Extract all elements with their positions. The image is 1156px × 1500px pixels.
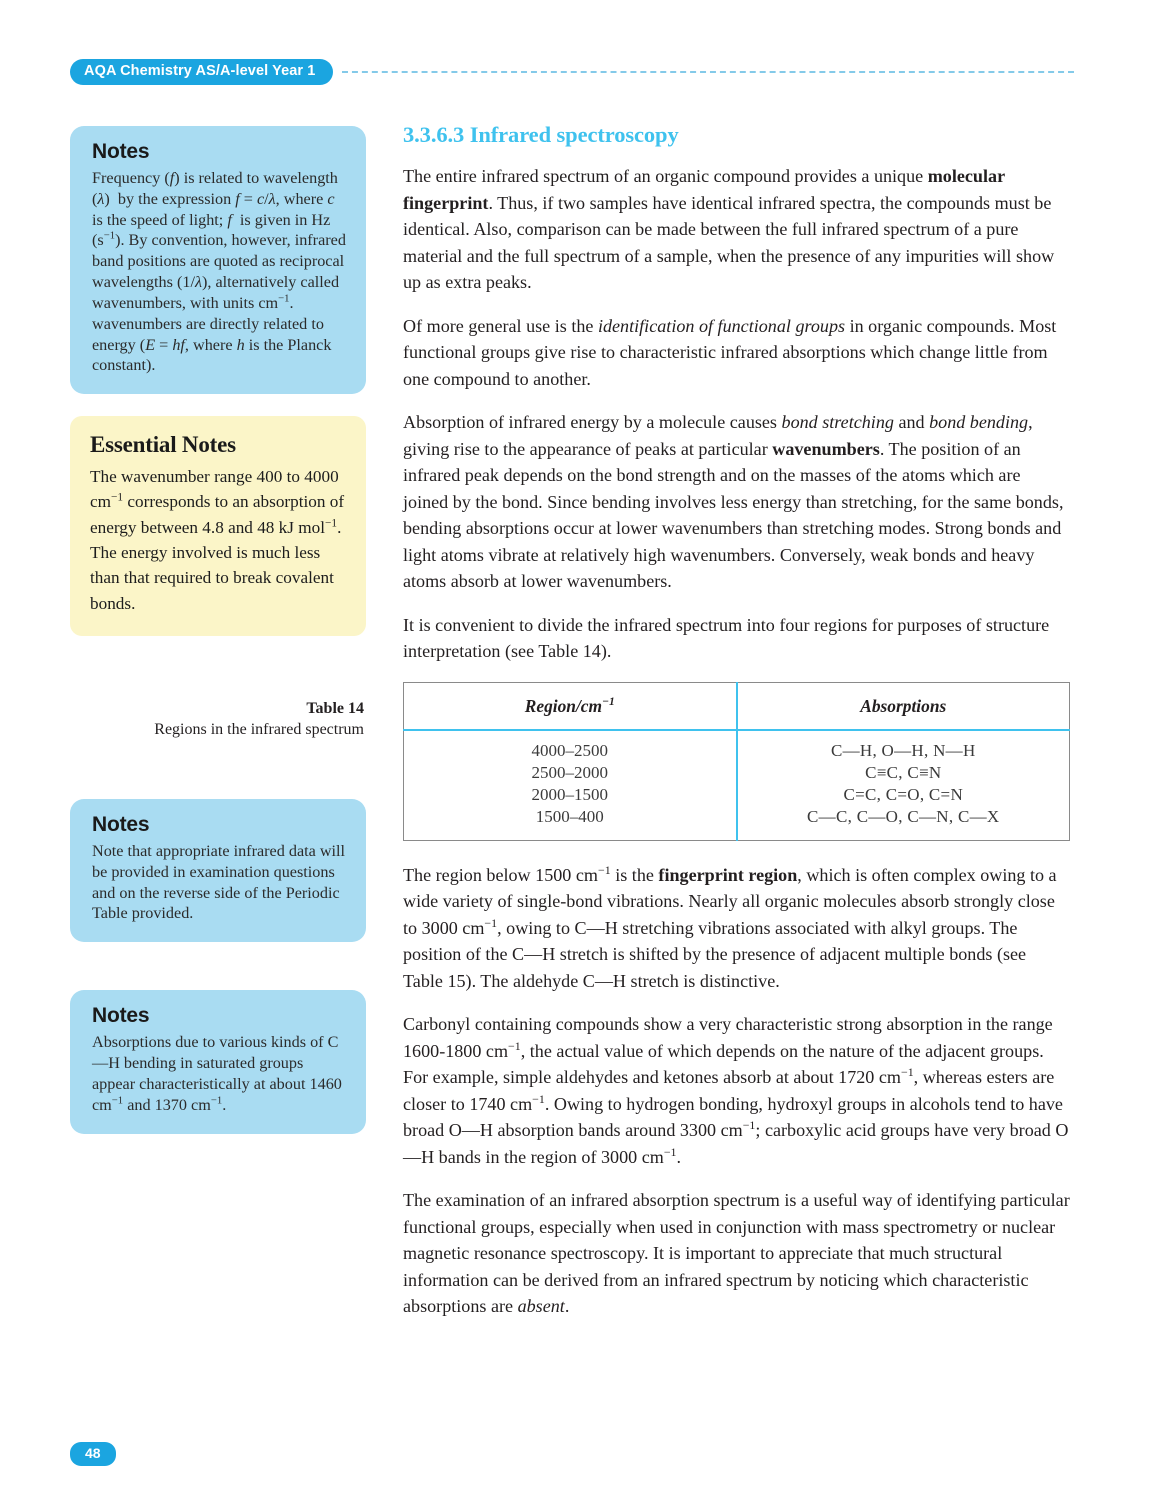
table-14-regions xyxy=(403,682,1070,841)
spacer xyxy=(70,741,366,799)
notes-box-body: Absorptions due to various kinds of C—H bending in saturated groups appear characteristically at about 1460 $cm^{-1}$ and 1370 $cm^{-1}$. xyxy=(92,1033,342,1114)
essential-notes-body: The wavenumber range 400 to 4000 $cm^{-1}$ corresponds to an absorption of energy between 4.8 and 48 kJ mol$^{-1}$. The energy involved is much less than that required to break covalent bonds. xyxy=(90,467,345,613)
spacer xyxy=(70,636,366,698)
essential-notes-box xyxy=(70,416,366,636)
spacer xyxy=(70,942,366,990)
main-column xyxy=(403,122,1070,1320)
page-header xyxy=(70,58,1074,86)
page-number-badge: 48 xyxy=(70,1442,116,1466)
paragraph-functional-groups: Of more general use is the identification of functional groups in organic compounds. Most functional groups give rise to characteristic infrared absorptions which change little from one compound to another. xyxy=(403,315,1057,389)
paragraph-examination: The examination of an infrared absorption spectrum is a useful way of identifying particular functional groups, especially when used in conjunction with mass spectrometry or nuclear magnetic resonance spectroscopy. It is important to appreciate that much structural information can be derived from an infrared spectrum by noticing which characteristic absorptions are absent. xyxy=(403,1190,1070,1316)
cell-absorptions: C—H, O—H, N—H xyxy=(737,730,1070,762)
table-caption-subtitle: Regions in the infrared spectrum xyxy=(154,721,364,739)
table-header-region: Region/$cm^{-1}$ xyxy=(404,682,737,730)
table-header-row xyxy=(404,682,1070,730)
cell-region: 1500–400 xyxy=(535,806,604,826)
header-dashed-rule xyxy=(342,71,1074,73)
table-row xyxy=(404,784,1070,806)
page-title: 3.3.6.3 Infrared spectroscopy xyxy=(403,122,679,147)
essential-notes-title: Essential Notes xyxy=(90,432,236,458)
cell-region: 2500–2000 xyxy=(531,762,608,782)
spacer xyxy=(70,394,366,416)
cell-region: 2000–1500 xyxy=(531,784,608,804)
cell-region: 4000–2500 xyxy=(531,740,608,760)
cell-absorptions: C≡C, C≡N xyxy=(737,762,1070,784)
cell-absorptions: C—C, C—O, C—N, C—X xyxy=(737,806,1070,841)
table-header-absorptions: Absorptions xyxy=(737,682,1070,730)
paragraph-fingerprint-region: The region below 1500 $cm^{-1}$ is the fingerprint region, which is often complex owing to a wide variety of single-bond vibrations. Nearly all organic molecules absorb strongly close to 3000 $cm^{-1}$, owing to C—H stretching vibrations associated with alkyl groups. The position of the C—H stretch is shifted by the presence of adjacent multiple bonds (see Table 15). The aldehyde C—H stretch is distinctive. xyxy=(403,862,1057,991)
table-row xyxy=(404,762,1070,784)
paragraph-molecular-fingerprint: The entire infrared spectrum of an organic compound provides a unique molecular fingerprint. Thus, if two samples have identical infrared spectra, the compounds must be identical. Also, comparison can be made between the full infrared spectrum of a pure material and the full spectrum of a sample, when the presence of any impurities will show up as extra peaks. xyxy=(403,166,1055,292)
notes-box-title: Notes xyxy=(92,1004,150,1028)
table-caption-title: Table 14 xyxy=(306,699,364,717)
cell-absorptions: C=C, C=O, C=N xyxy=(737,784,1070,806)
notes-box-title: Notes xyxy=(92,140,150,163)
paragraph-bond-stretching: Absorption of infrared energy by a molecule causes bond stretching and bond bending, giving rise to the appearance of peaks at particular wavenumbers. The position of an infrared peak depends on the bond strength and on the masses of the atoms which are joined by the bond. Since bending involves less energy than stretching, for the same bonds, bending absorptions occur at lower wavenumbers than stretching modes. Strong bonds and light atoms vibrate at relatively high wavenumbers. Conversely, weak bonds and heavy atoms absorb at lower wavenumbers. xyxy=(403,412,1064,591)
sidebar-column xyxy=(70,126,366,1134)
table-14-caption xyxy=(70,698,366,741)
notes-box-frequency xyxy=(70,126,366,394)
notes-box-body: Frequency (f) is related to wavelength (λ) by the expression f = c/λ, where c is the speed of light; f is given in Hz $(s^{-1})$. By convention, however, infrared band positions are quoted as reciprocal wavelengths (1/λ), alternatively called wavenumbers, with units $cm^{-1}$. wavenumbers are directly related to energy (E = hf, where h is the Planck constant). xyxy=(92,169,346,375)
notes-box-exam-data xyxy=(70,799,366,942)
table-row xyxy=(404,730,1070,762)
paragraph-four-regions: It is convenient to divide the infrared spectrum into four regions for purposes of structure interpretation (see Table 14). xyxy=(403,614,1050,661)
table-row xyxy=(404,806,1070,841)
notes-box-ch-bending xyxy=(70,990,366,1133)
paragraph-carbonyl: Carbonyl containing compounds show a very characteristic strong absorption in the range 1600-1800 $cm^{-1}$, the actual value of which depends on the nature of the adjacent groups. For example, simple aldehydes and ketones absorb at about 1720 $cm^{-1}$, whereas esters are closer to 1740 $cm^{-1}$. Owing to hydrogen bonding, hydroxyl groups in alcohols tend to have broad O—H absorption bands around 3300 $cm^{-1}$; carboxylic acid groups have very broad O—H bands in the region of 3000 $cm^{-1}$. xyxy=(403,1014,1069,1167)
course-banner-label: AQA Chemistry AS/A-level Year 1 xyxy=(70,59,333,86)
notes-box-title: Notes xyxy=(92,813,150,836)
notes-box-body: Note that appropriate infrared data will be provided in examination questions and on the reverse side of the Periodic Table provided. xyxy=(92,842,346,923)
